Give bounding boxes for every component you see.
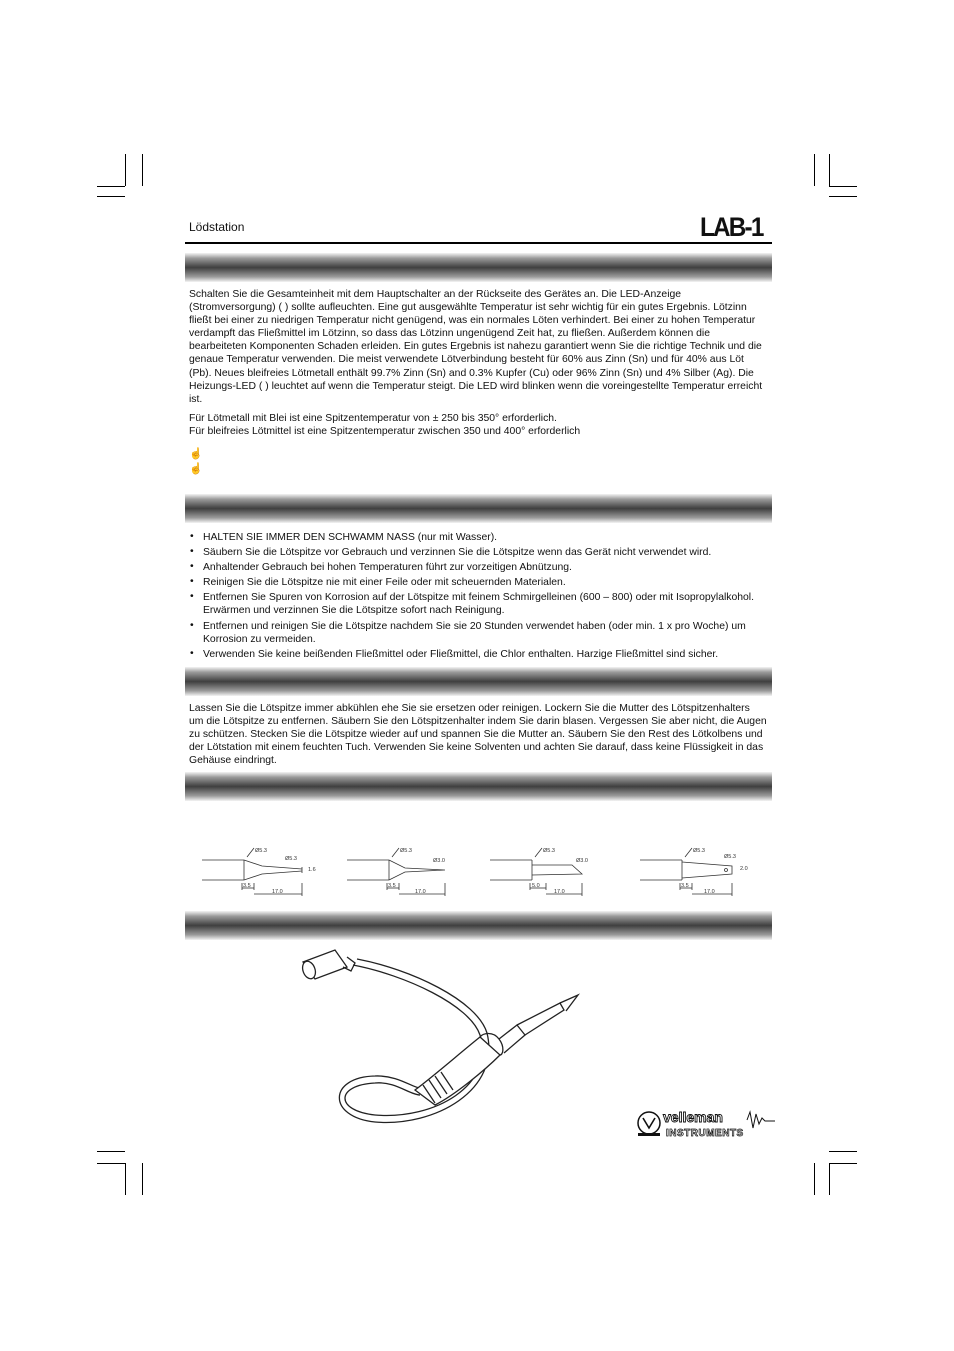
tip-1-tip-diameter: Ø5.3 bbox=[285, 856, 297, 862]
crop-mark bbox=[97, 186, 125, 187]
list-item: • Entfernen und reinigen Sie die Lötspitze nachdem Sie sie 20 Stunden verwendet haben (oder min. 1 x pro Woche) um Korrosion zu vermeiden. bbox=[189, 620, 767, 646]
crop-mark bbox=[142, 1163, 143, 1195]
section-band-tip-types bbox=[185, 772, 772, 801]
tip-diagram-2 bbox=[347, 848, 445, 896]
tip-3-shank-diameter: Ø5.3 bbox=[543, 848, 555, 854]
tip-4-tip-diameter: Ø5.3 bbox=[724, 854, 736, 860]
tip-3-tip-diameter: Ø3.0 bbox=[576, 858, 588, 864]
section-band-operation bbox=[185, 253, 772, 282]
section-band-tip-replacement bbox=[185, 667, 772, 696]
tip-3-length-a: 5.0 bbox=[532, 883, 540, 889]
crop-mark bbox=[97, 1163, 125, 1164]
velleman-instruments-logo bbox=[637, 1108, 775, 1138]
crop-mark bbox=[829, 1163, 857, 1164]
list-item: • Verwenden Sie keine beißenden Fließmittel oder Fließmittel, die Chlor enthalten. Harzige Fließmittel sind sicher. bbox=[189, 648, 767, 661]
crop-mark bbox=[814, 1163, 815, 1195]
tip-care-list bbox=[189, 531, 767, 663]
tip-2-shank-diameter: Ø5.3 bbox=[400, 848, 412, 854]
tip-diagram-1 bbox=[202, 848, 316, 896]
tip-4-length-a: 3.5 bbox=[681, 883, 689, 889]
crop-mark bbox=[814, 154, 815, 186]
list-item: • HALTEN SIE IMMER DEN SCHWAMM NASS (nur mit Wasser). bbox=[189, 531, 767, 544]
lead-solder-temperature: Für Lötmetall mit Blei ist eine Spitzentemperatur von ± 250 bis 350° erforderlich. bbox=[189, 413, 557, 424]
list-item: • Entfernen Sie Spuren von Korrosion auf der Lötspitze mit feinem Schmirgelleinen (600 – 800) oder mit Isopropylalkohol. Erwärmen und verzinnen Sie die Lötspitze sofort nach Reinigung. bbox=[189, 591, 767, 617]
soldering-iron-illustration bbox=[295, 945, 595, 1130]
crop-mark bbox=[829, 154, 830, 186]
list-item: • Anhaltender Gebrauch bei hohen Temperaturen führt zur vorzeitigen Abnützung. bbox=[189, 561, 767, 574]
tip-diagram-4 bbox=[640, 848, 748, 896]
crop-mark bbox=[97, 196, 125, 197]
hand-pointer-icon: ☝ bbox=[189, 463, 203, 475]
tip-replacement-paragraph: Lassen Sie die Lötspitze immer abkühlen ehe Sie sie ersetzen oder reinigen. Lockern Sie die Mutter des Lötspitzenhalters um die Lötspitze zu entfernen. Säubern Sie den Lötspitzenhalter indem Sie darin blasen. Vergessen Sie aber nicht, die Augen zu schützen. Stecken Sie die Lötspitze wieder auf und spannen Sie die Mutter an. Säubern Sie den Rest des Lötkolbens und der Lötstation mit einem feuchten Tuch. Verwenden Sie keine Solventen und achten Sie darauf, dass keine Flüssigkeit in das Gehäuse eindringt. bbox=[189, 703, 767, 767]
tip-1-length-b: 17.0 bbox=[272, 889, 283, 895]
tip-diagram-3 bbox=[490, 848, 588, 896]
crop-mark bbox=[125, 154, 126, 186]
section-band-tip-care bbox=[185, 494, 772, 523]
tip-2-length-b: 17.0 bbox=[415, 889, 426, 895]
tip-1-tip-width: 1.6 bbox=[308, 867, 316, 873]
tip-diagrams bbox=[185, 840, 772, 900]
list-item: • Säubern Sie die Lötspitze vor Gebrauch und verzinnen Sie die Lötspitze wenn das Gerät nicht verwendet wird. bbox=[189, 546, 767, 559]
tip-1-shank-diameter: Ø5.3 bbox=[255, 848, 267, 854]
crop-mark bbox=[829, 196, 857, 197]
crop-mark bbox=[829, 186, 857, 187]
tip-4-tip-width: 2.0 bbox=[740, 866, 748, 872]
tip-2-length-a: 3.5 bbox=[388, 883, 396, 889]
crop-mark bbox=[829, 1163, 830, 1195]
tip-2-tip-diameter: Ø3.0 bbox=[433, 858, 445, 864]
page-header-title: Lödstation bbox=[189, 220, 245, 234]
crop-mark bbox=[829, 1151, 857, 1152]
hand-pointer-icon: ☝ bbox=[189, 448, 203, 460]
tip-4-length-b: 17.0 bbox=[704, 889, 715, 895]
lab1-logo: LAB-1 bbox=[700, 212, 763, 242]
tip-4-shank-diameter: Ø5.3 bbox=[693, 848, 705, 854]
list-item: • Reinigen Sie die Lötspitze nie mit einer Feile oder mit scheuernden Materialen. bbox=[189, 576, 767, 589]
leadfree-solder-temperature: Für bleifreies Lötmittel ist eine Spitzentemperatur zwischen 350 und 400° erforderlich bbox=[189, 426, 581, 437]
operation-paragraph: Schalten Sie die Gesamteinheit mit dem Hauptschalter an der Rückseite des Gerätes an. Die LED-Anzeige (Stromversorgung) ( ) sollte aufleuchten. Eine gut ausgewählte Temperatur ist sehr wichtig für ein gutes Ergebnis. Lötzinn fließt bei einer zu niedrigen Temperatur nicht genügend, was ein normales Löten verhindert. Bei einer zu hohen Temperatur verdampft das Fließmittel im Lötzinn, so dass das Lötzinn ungenügend Zeit hat, zu fließen. Außerdem können die bearbeiteten Komponenten Schaden erleiden. Ein gutes Ergebnis ist nahezu garantiert wenn Sie die richtige Technik und die genaue Temperatur verwenden. Die meist verwendete Lötverbindung besteht für 60% aus Zinn (Sn) und für 40% aus Löt (Pb). Neues bleifreies Lötmetall enthält 99.7% Zinn (Sn) and 0.3% Kupfer (Cu) oder 96% Zinn (Sn) und 4% Silber (Ag). Die Heizungs-LED ( ) leuchtet auf wenn die Temperatur steigt. Die LED wird blinken wenn die voreingestellte Temperatur erreicht ist. bbox=[189, 289, 763, 405]
crop-mark bbox=[97, 1151, 125, 1152]
crop-mark bbox=[142, 154, 143, 186]
brand-velleman: velleman bbox=[663, 1109, 723, 1125]
tip-1-length-a: 3.5 bbox=[243, 883, 251, 889]
crop-mark bbox=[125, 1163, 126, 1195]
brand-instruments: INSTRUMENTS bbox=[666, 1128, 744, 1138]
tip-3-length-b: 17.0 bbox=[554, 889, 565, 895]
header-rule bbox=[185, 242, 772, 244]
section-band-iron bbox=[185, 911, 772, 940]
